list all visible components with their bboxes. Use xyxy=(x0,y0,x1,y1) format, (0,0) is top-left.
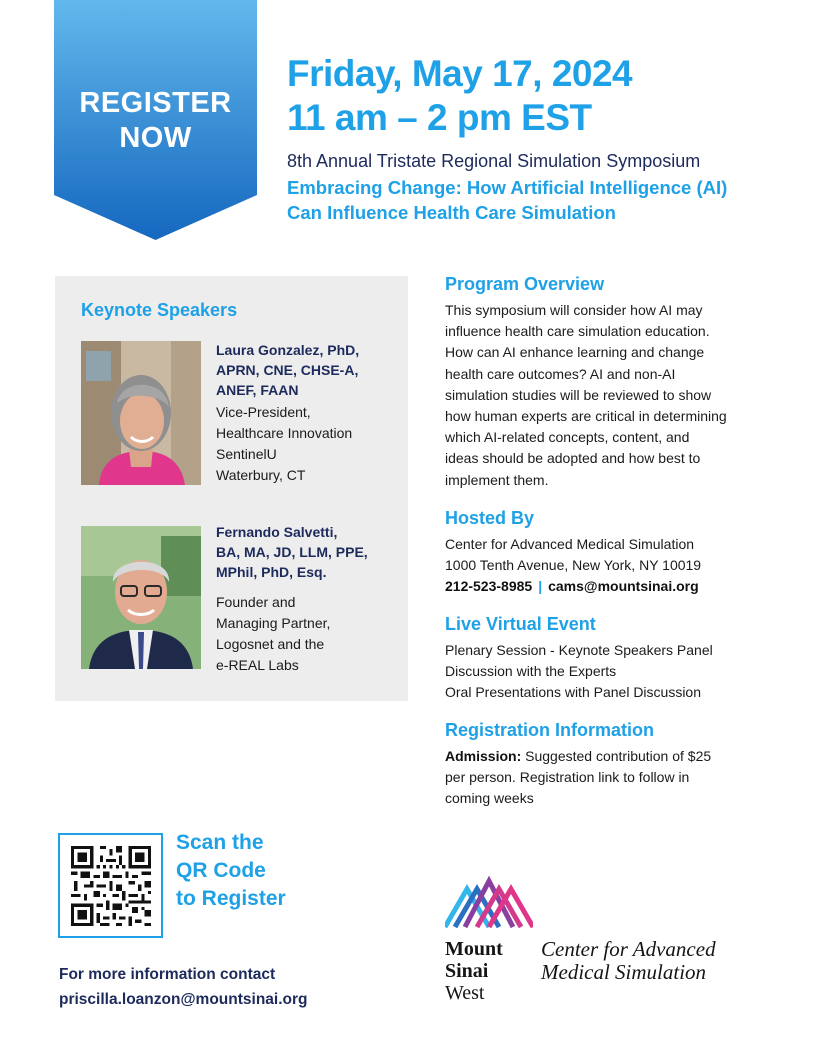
program-overview-heading: Program Overview xyxy=(445,274,605,294)
center-line-2: Medical Simulation xyxy=(541,960,707,984)
live-event-heading: Live Virtual Event xyxy=(445,614,596,634)
speaker-name-line: Fernando Salvetti, xyxy=(216,524,338,540)
registration-text xyxy=(445,746,780,810)
host-email-link[interactable]: cams@mountsinai.org xyxy=(548,578,699,595)
scan-line-1: Scan the xyxy=(176,831,264,854)
speaker-info-line: Logosnet and the xyxy=(216,636,325,652)
contact-separator: | xyxy=(538,578,543,595)
logo-name-3: West xyxy=(445,982,485,1004)
speaker-info-line: Vice-President, xyxy=(216,404,311,420)
program-line: ideas should be adopted and how best to xyxy=(445,450,701,467)
scan-qr-caption xyxy=(176,829,286,913)
register-label: REGISTER xyxy=(79,87,232,119)
speaker-info-line: e-REAL Labs xyxy=(216,657,299,673)
scan-line-3: to Register xyxy=(176,887,286,910)
live-event-line: Discussion with the Experts xyxy=(445,663,617,680)
registration-line: coming weeks xyxy=(445,790,534,807)
program-line: This symposium will consider how AI may xyxy=(445,302,703,318)
speaker-info-line: Waterbury, CT xyxy=(216,467,306,483)
mount-sinai-west-wordmark xyxy=(445,938,503,1004)
event-theme xyxy=(287,175,727,225)
host-org: Center for Advanced Medical Simulation xyxy=(445,536,695,552)
live-event-line: Plenary Session - Keynote Speakers Panel xyxy=(445,642,713,658)
symposium-title: 8th Annual Tristate Regional Simulation Symposium xyxy=(287,151,701,171)
center-line-1: Center for Advanced xyxy=(541,937,716,961)
speaker-info-line: Managing Partner, xyxy=(216,615,331,631)
keynote-heading: Keynote Speakers xyxy=(81,300,238,320)
event-time: 11 am – 2 pm EST xyxy=(287,97,592,138)
speaker-name-salvetti xyxy=(216,522,368,582)
admission-label: Admission: xyxy=(445,748,522,764)
contact-label: For more information contact xyxy=(59,966,276,983)
qr-code-frame[interactable] xyxy=(58,833,163,938)
speaker-info-line: Healthcare Innovation xyxy=(216,425,353,441)
speaker-name-line: ANEF, FAAN xyxy=(216,382,299,398)
speaker-photo-salvetti xyxy=(81,526,201,669)
program-line: simulation studies will be reviewed to show xyxy=(445,386,712,403)
program-line: How can AI enhance learning and change xyxy=(445,344,705,361)
program-line: implement them. xyxy=(445,471,549,488)
program-line: health care outcomes? AI and non-AI xyxy=(445,365,676,382)
program-line: which AI-related concepts, content, and xyxy=(445,429,690,446)
host-contact-line xyxy=(445,576,780,597)
live-event-line: Oral Presentations with Panel Discussion xyxy=(445,684,702,701)
registration-heading: Registration Information xyxy=(445,720,655,740)
event-date: Friday, May 17, 2024 xyxy=(287,53,633,94)
mount-sinai-logo-icon xyxy=(445,873,533,929)
admission-text: Suggested contribution of $25 xyxy=(521,748,712,764)
host-phone[interactable]: 212-523-8985 xyxy=(445,578,533,595)
speaker-name-line: MPhil, PhD, Esq. xyxy=(216,564,327,580)
speaker-info-gonzalez xyxy=(216,402,352,486)
scan-line-2: QR Code xyxy=(176,859,266,882)
speaker-info-line: Founder and xyxy=(216,594,296,610)
contact-email-link[interactable]: priscilla.loanzon@mountsinai.org xyxy=(59,991,308,1008)
qr-code-icon[interactable] xyxy=(71,846,151,926)
center-name-wordmark xyxy=(541,938,716,984)
contact-block xyxy=(59,962,308,1012)
speaker-info-salvetti xyxy=(216,592,330,676)
register-now-banner[interactable] xyxy=(54,0,257,240)
speaker-name-line: APRN, CNE, CHSE-A, xyxy=(216,362,359,378)
program-overview-text xyxy=(445,300,780,491)
hosted-by-text xyxy=(445,534,780,598)
program-line: influence health care simulation education. xyxy=(445,323,710,340)
speaker-name-gonzalez xyxy=(216,340,359,400)
speaker-name-line: Laura Gonzalez, PhD, xyxy=(216,342,360,358)
theme-line-1: Embracing Change: How Artificial Intelligence (AI) xyxy=(287,177,728,198)
theme-line-2: Can Influence Health Care Simulation xyxy=(287,202,616,223)
hosted-by-heading: Hosted By xyxy=(445,508,535,528)
speaker-info-line: SentinelU xyxy=(216,446,277,462)
host-address: 1000 Tenth Avenue, New York, NY 10019 xyxy=(445,557,702,574)
speaker-name-line: BA, MA, JD, LLM, PPE, xyxy=(216,544,368,560)
logo-name-1: Mount xyxy=(445,938,503,960)
speaker-photo-gonzalez xyxy=(81,341,201,485)
registration-line: per person. Registration link to follow in xyxy=(445,769,690,786)
program-line: how human experts are critical in determining xyxy=(445,408,727,425)
event-date-time xyxy=(287,52,632,140)
registration-line xyxy=(445,746,780,767)
live-event-text xyxy=(445,640,780,704)
logo-name-2: Sinai xyxy=(445,960,489,982)
now-label: NOW xyxy=(119,122,192,154)
